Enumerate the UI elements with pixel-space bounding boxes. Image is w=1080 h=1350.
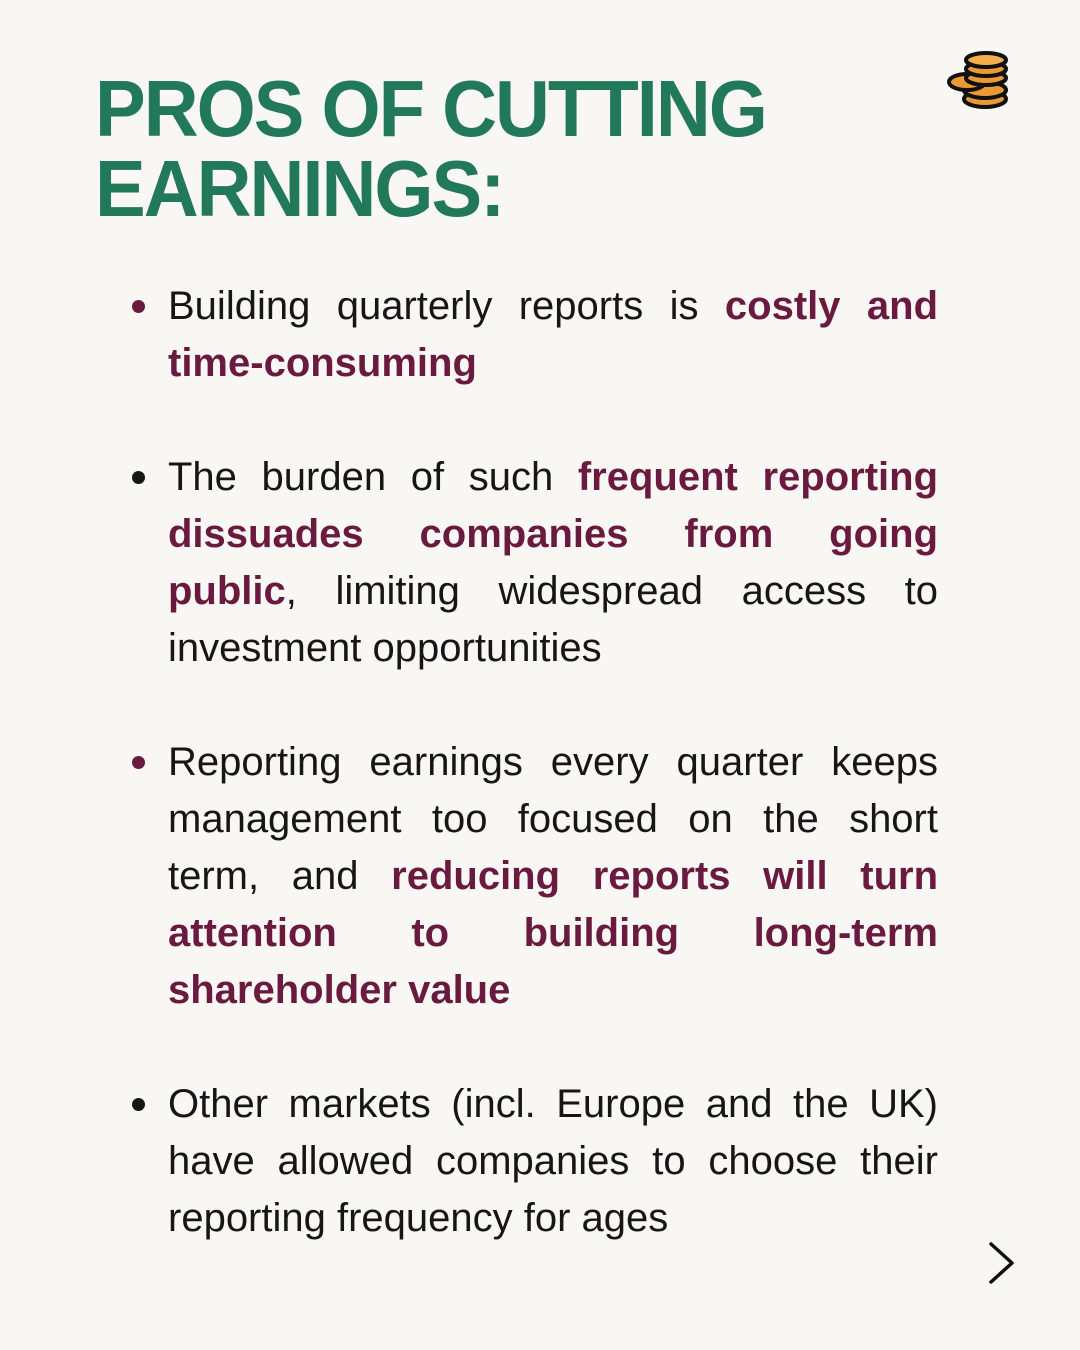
list-item — [130, 449, 938, 677]
bullet-text-tail: , limiting widespread access to investment opportunities — [168, 569, 938, 670]
bullet-dot — [132, 1098, 145, 1111]
coins-stack-icon — [945, 50, 1011, 110]
bullet-text: Reporting earnings every quarter keeps management too focused on the short term, and — [168, 740, 938, 898]
list-item — [130, 278, 938, 392]
title-line-2: EARNINGS: — [95, 144, 504, 234]
bullet-text: Building quarterly reports is — [168, 284, 725, 328]
list-item — [130, 734, 938, 1019]
list-item — [130, 1076, 938, 1247]
bullet-text: The burden of such — [168, 455, 578, 499]
bullet-highlight: frequent reporting dissuades companies from going public — [168, 455, 938, 613]
bullet-highlight: reducing reports will turn attention to building long-term shareholder value — [168, 854, 938, 1012]
page-title — [95, 64, 855, 234]
bullet-list — [130, 278, 938, 1304]
chevron-right-icon[interactable] — [984, 1240, 1018, 1286]
bullet-dot — [132, 471, 145, 484]
title-line-1: PROS OF CUTTING — [95, 64, 766, 154]
bullet-highlight: costly and time-consuming — [168, 284, 938, 385]
bullet-dot — [132, 300, 145, 313]
bullet-text: Other markets (incl. Europe and the UK) have allowed companies to choose their reporting frequency for ages — [168, 1082, 938, 1240]
bullet-dot — [132, 756, 145, 769]
